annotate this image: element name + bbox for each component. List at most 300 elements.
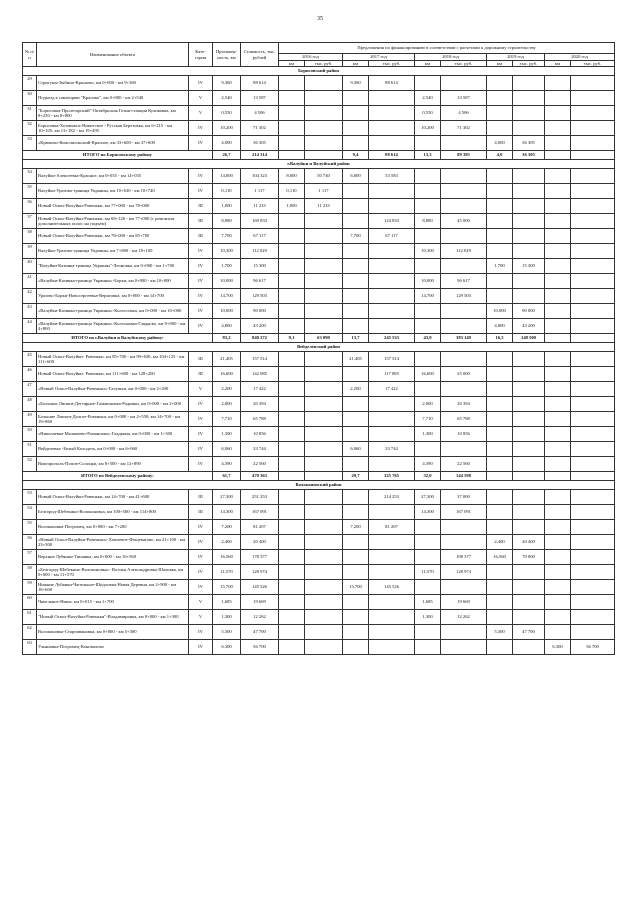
- total-length: 83,2: [213, 334, 241, 343]
- total-row: [23, 151, 615, 160]
- year-km: [279, 610, 305, 625]
- year-rub: [369, 91, 415, 106]
- year-km: [487, 352, 513, 367]
- year-rub: [513, 367, 545, 382]
- cost: 20 394: [241, 397, 279, 412]
- year-km: [415, 535, 441, 550]
- year-rub: [305, 595, 343, 610]
- object-name: Викторополь-Попов-Солоцки, км 8+500 - км 12+890: [37, 457, 189, 472]
- year-km: [487, 106, 513, 121]
- year-km: [545, 412, 571, 427]
- year-km: [487, 229, 513, 244]
- year-km: [487, 490, 513, 505]
- cost: 13 587: [241, 91, 279, 106]
- year-rub: 145 526: [369, 580, 415, 595]
- year-km: [343, 136, 369, 151]
- length: 2,400: [213, 535, 241, 550]
- year-rub: [513, 490, 545, 505]
- year-km: [279, 490, 305, 505]
- year-rub: [369, 259, 415, 274]
- year-rub: 129 503: [441, 289, 487, 304]
- year-km: [545, 274, 571, 289]
- year-km: [415, 352, 441, 367]
- year-rub: [571, 382, 615, 397]
- year-km: [415, 550, 441, 565]
- year-rub: [513, 520, 545, 535]
- unit-km: км: [279, 60, 305, 67]
- object-name: Новый Оскол-Валуйки-Ровеньки, км 68+120 - км 77+000 (с ремонтом дополнительных полос на подъём): [37, 214, 189, 229]
- year-rub: [305, 505, 343, 520]
- year-rub: [513, 595, 545, 610]
- year-km: 1,700: [487, 259, 513, 274]
- object-name: Подъезд к санаторию "Красиво", км 0+000 - км 2+540: [37, 91, 189, 106]
- year-km: [279, 289, 305, 304]
- year-km: [343, 610, 369, 625]
- year-rub: 20 400: [513, 535, 545, 550]
- year-rub: [441, 229, 487, 244]
- total-rub: 144 598: [441, 472, 487, 481]
- year-km: [545, 550, 571, 565]
- year-rub: [571, 121, 615, 136]
- year-header: 2019 год: [487, 54, 545, 61]
- year-rub: 50 740: [305, 169, 343, 184]
- table-row: [23, 640, 615, 655]
- year-rub: [441, 580, 487, 595]
- year-rub: [571, 580, 615, 595]
- year-km: [279, 214, 305, 229]
- year-km: [343, 121, 369, 136]
- year-rub: [571, 520, 615, 535]
- year-rub: [571, 91, 615, 106]
- year-km: 16,560: [487, 550, 513, 565]
- col-length: Протяжен-ность, км: [213, 43, 241, 67]
- cost: 19 669: [241, 595, 279, 610]
- year-km: [487, 595, 513, 610]
- section-title-row: [23, 343, 615, 352]
- year-km: [279, 382, 305, 397]
- unit-rub: тыс. руб.: [441, 60, 487, 67]
- table-row: [23, 595, 615, 610]
- year-rub: 10 856: [441, 427, 487, 442]
- year-km: 2,400: [487, 535, 513, 550]
- unit-km: км: [487, 60, 513, 67]
- year-rub: [369, 319, 415, 334]
- year-km: 7,200: [343, 520, 369, 535]
- row-number: 59: [23, 580, 37, 595]
- year-km: 8,000: [279, 169, 305, 184]
- length: 0,110: [213, 184, 241, 199]
- year-rub: [513, 106, 545, 121]
- year-km: [487, 91, 513, 106]
- year-rub: 13 587: [441, 91, 487, 106]
- year-km: 6,000: [343, 169, 369, 184]
- year-km: [343, 199, 369, 214]
- year-km: [487, 520, 513, 535]
- year-rub: [571, 229, 615, 244]
- object-name: «Белгород-Шебекино-Волоконовка»- Волчья Александровка-Шаховка, км 0+000 - км 11+570: [37, 565, 189, 580]
- object-name: «Валуйки-Казинка-граница Украины»-Колоссовка, км 0+000 - км 10+000: [37, 304, 189, 319]
- year-km: [545, 520, 571, 535]
- table-row: [23, 535, 615, 550]
- row-number: 31: [23, 106, 37, 121]
- cost: 167 091: [241, 505, 279, 520]
- object-name: Валуйки-Уразово-граница Украины, км 10+630 - км 10+740: [37, 184, 189, 199]
- row-number: 57: [23, 550, 37, 565]
- road-construction-table: [22, 42, 615, 655]
- row-number: 47: [23, 382, 37, 397]
- year-km: 7,710: [415, 412, 441, 427]
- year-km: 2,000: [415, 397, 441, 412]
- year-rub: [305, 367, 343, 382]
- year-rub: [441, 319, 487, 334]
- table-row: [23, 274, 615, 289]
- category: IV: [189, 442, 213, 457]
- year-rub: 45 000: [441, 214, 487, 229]
- total-rub: [571, 472, 615, 481]
- year-rub: [571, 535, 615, 550]
- year-km: [343, 412, 369, 427]
- year-rub: [369, 457, 415, 472]
- year-km: [545, 397, 571, 412]
- category: III: [189, 352, 213, 367]
- year-km: 4,390: [415, 457, 441, 472]
- category: III: [189, 214, 213, 229]
- total-km: [279, 472, 305, 481]
- year-rub: [369, 535, 415, 550]
- category: IV: [189, 304, 213, 319]
- year-rub: 33 744: [369, 442, 415, 457]
- total-rub: 325 765: [369, 472, 415, 481]
- year-km: [487, 169, 513, 184]
- year-rub: [305, 106, 343, 121]
- year-rub: 22 560: [441, 457, 487, 472]
- year-rub: [305, 550, 343, 565]
- year-rub: 71 302: [441, 121, 487, 136]
- length: 5,300: [213, 625, 241, 640]
- total-km: 32,0: [415, 472, 441, 481]
- cost: 104 323: [241, 169, 279, 184]
- year-rub: 19 669: [441, 595, 487, 610]
- year-rub: [305, 625, 343, 640]
- year-header: 2020 год: [545, 54, 615, 61]
- row-number: 34: [23, 169, 37, 184]
- year-km: [279, 244, 305, 259]
- year-rub: 12 262: [441, 610, 487, 625]
- length: 1,000: [213, 199, 241, 214]
- section-title: Волоконовский район: [23, 481, 615, 490]
- total-km: 9,1: [279, 334, 305, 343]
- row-number: 45: [23, 352, 37, 367]
- year-rub: 108 377: [441, 550, 487, 565]
- length: 6,060: [213, 442, 241, 457]
- year-km: 15,700: [343, 580, 369, 595]
- cost: 90 000: [241, 304, 279, 319]
- cost: 65 788: [241, 412, 279, 427]
- year-rub: [305, 136, 343, 151]
- year-rub: [305, 319, 343, 334]
- section-title: Вейделевский район: [23, 343, 615, 352]
- year-km: [343, 505, 369, 520]
- cost: 96 617: [241, 274, 279, 289]
- row-number: 44: [23, 319, 37, 334]
- year-rub: [513, 289, 545, 304]
- category: V: [189, 91, 213, 106]
- table-row: [23, 91, 615, 106]
- object-name: Валуйки-Уразово-граница Украины, км 7+800 - км 18+100: [37, 244, 189, 259]
- year-rub: [513, 442, 545, 457]
- year-rub: 81 207: [369, 520, 415, 535]
- year-rub: [441, 169, 487, 184]
- cost: 169 833: [241, 214, 279, 229]
- year-km: [545, 625, 571, 640]
- year-rub: [369, 304, 415, 319]
- year-rub: [513, 412, 545, 427]
- year-rub: [513, 229, 545, 244]
- year-rub: [513, 214, 545, 229]
- object-name: Новый Оскол-Валуйки-Ровеньки, км 78+000 - км 85+700: [37, 229, 189, 244]
- year-km: 0,110: [279, 184, 305, 199]
- category: IV: [189, 640, 213, 655]
- length: 2,540: [213, 91, 241, 106]
- row-number: 38: [23, 229, 37, 244]
- total-cost: 840 272: [241, 334, 279, 343]
- col-no: № п/п: [23, 43, 37, 67]
- year-km: [487, 565, 513, 580]
- year-km: 10,000: [487, 304, 513, 319]
- year-km: [545, 229, 571, 244]
- total-length: 26,7: [213, 151, 241, 160]
- year-km: [343, 367, 369, 382]
- year-rub: [441, 535, 487, 550]
- cost: 1 117: [241, 184, 279, 199]
- year-rub: [513, 352, 545, 367]
- table-row: [23, 412, 615, 427]
- table-row: [23, 184, 615, 199]
- year-km: [343, 304, 369, 319]
- year-km: [487, 289, 513, 304]
- year-km: [545, 352, 571, 367]
- year-km: [279, 136, 305, 151]
- year-km: [415, 640, 441, 655]
- year-km: [415, 319, 441, 334]
- year-km: [343, 289, 369, 304]
- category: IV: [189, 412, 213, 427]
- year-km: [545, 184, 571, 199]
- category: IV: [189, 244, 213, 259]
- year-km: [415, 136, 441, 151]
- row-number: 42: [23, 289, 37, 304]
- year-rub: [305, 520, 343, 535]
- unit-rub: тыс. руб.: [513, 60, 545, 67]
- year-km: [545, 121, 571, 136]
- year-rub: [441, 625, 487, 640]
- year-rub: [305, 352, 343, 367]
- year-km: [487, 505, 513, 520]
- year-km: [415, 259, 441, 274]
- year-km: [415, 580, 441, 595]
- total-km: 4,0: [487, 151, 513, 160]
- category: IV: [189, 136, 213, 151]
- year-km: [545, 382, 571, 397]
- cost: 157 514: [241, 352, 279, 367]
- length: 7,700: [213, 229, 241, 244]
- year-km: 1,300: [415, 427, 441, 442]
- year-rub: [369, 184, 415, 199]
- cost: 15 300: [241, 259, 279, 274]
- year-km: [415, 520, 441, 535]
- object-name: "Борисовка-Пролетарский"-Октябрьская Готня-станция Куликовка, км 8+250 - км 8+800: [37, 106, 189, 121]
- year-rub: [369, 289, 415, 304]
- object-name: "Новый Оскол-Валуйки-Ровеньки"-Владимировка, км 0+000 - км 1+300: [37, 610, 189, 625]
- year-rub: [305, 382, 343, 397]
- year-rub: [571, 106, 615, 121]
- year-rub: [571, 136, 615, 151]
- year-km: [545, 580, 571, 595]
- year-rub: 47 700: [513, 625, 545, 640]
- table-row: [23, 352, 615, 367]
- year-rub: 25 000: [441, 367, 487, 382]
- cost: 20 400: [241, 535, 279, 550]
- year-km: [415, 169, 441, 184]
- year-rub: 17 422: [369, 382, 415, 397]
- year-km: [545, 289, 571, 304]
- length: 10,200: [213, 121, 241, 136]
- year-rub: [571, 319, 615, 334]
- object-name: «Новый Оскол-Валуйки-Ровеньки»-Галушки, км 0+000 - км 2+200: [37, 382, 189, 397]
- row-number: 33: [23, 136, 37, 151]
- cost: 11 233: [241, 199, 279, 214]
- category: III: [189, 505, 213, 520]
- table-row: [23, 442, 615, 457]
- year-rub: [305, 610, 343, 625]
- year-rub: [441, 184, 487, 199]
- year-km: [279, 274, 305, 289]
- total-rub: 88 614: [369, 151, 415, 160]
- total-rub: 89 395: [441, 151, 487, 160]
- unit-km: км: [343, 60, 369, 67]
- year-km: 10,000: [415, 274, 441, 289]
- year-km: [415, 229, 441, 244]
- row-number: 35: [23, 184, 37, 199]
- year-km: 21,405: [343, 352, 369, 367]
- object-name: "Валуйки-Казинка-граница Украины"-Леоновка, км 0+000 - км 1+700: [37, 259, 189, 274]
- year-km: [279, 397, 305, 412]
- year-km: [545, 169, 571, 184]
- year-km: [415, 304, 441, 319]
- year-rub: 20 394: [441, 397, 487, 412]
- year-rub: [571, 274, 615, 289]
- year-km: [279, 319, 305, 334]
- unit-km: км: [545, 60, 571, 67]
- year-rub: [369, 565, 415, 580]
- total-rub: [571, 151, 615, 160]
- unit-rub: тыс. руб.: [369, 60, 415, 67]
- year-km: [545, 304, 571, 319]
- section-title: г.Валуйки и Валуйский район: [23, 160, 615, 169]
- year-rub: 112 029: [441, 244, 487, 259]
- year-km: 4,000: [487, 136, 513, 151]
- year-rub: [513, 565, 545, 580]
- total-rub: 245 533: [369, 334, 415, 343]
- year-km: 14,300: [415, 505, 441, 520]
- object-name: «Николаевка-Малакеево-Романовка»-Гладкина, км 0+000 - км 1+300: [37, 427, 189, 442]
- category: IV: [189, 289, 213, 304]
- table-row: [23, 136, 615, 151]
- year-km: [415, 382, 441, 397]
- year-km: [343, 565, 369, 580]
- section-title: Борисовский район: [23, 67, 615, 76]
- year-rub: [305, 229, 343, 244]
- year-km: 10,200: [415, 121, 441, 136]
- year-km: [279, 520, 305, 535]
- year-rub: [305, 442, 343, 457]
- length: 4,800: [213, 319, 241, 334]
- object-name: Ульяновка-Погромец-Коновалово: [37, 640, 189, 655]
- cost: 33 744: [241, 442, 279, 457]
- row-number: 60: [23, 595, 37, 610]
- table-row: [23, 625, 615, 640]
- year-km: [545, 442, 571, 457]
- year-rub: [369, 595, 415, 610]
- table-row: [23, 289, 615, 304]
- year-km: [415, 442, 441, 457]
- year-rub: 70 000: [513, 550, 545, 565]
- object-name: Белгород-Шебекино-Волоконовка, км 100+500 - км 114+800: [37, 505, 189, 520]
- year-km: 6,060: [343, 442, 369, 457]
- category: IV: [189, 580, 213, 595]
- category: III: [189, 229, 213, 244]
- year-rub: [305, 274, 343, 289]
- year-rub: [305, 121, 343, 136]
- year-rub: 124 833: [369, 214, 415, 229]
- year-km: [279, 106, 305, 121]
- year-rub: [513, 121, 545, 136]
- year-rub: [305, 91, 343, 106]
- year-rub: [513, 580, 545, 595]
- year-rub: 15 300: [513, 259, 545, 274]
- year-rub: [571, 214, 615, 229]
- year-km: [343, 535, 369, 550]
- year-rub: [369, 550, 415, 565]
- object-name: «Валуйки-Казинка-граница Украины»-Колосковка-Глядково, км 0+000 - км 4+800: [37, 319, 189, 334]
- table-row: [23, 76, 615, 91]
- cost: 112 029: [241, 244, 279, 259]
- length: 14,700: [213, 289, 241, 304]
- year-km: [279, 304, 305, 319]
- total-rub: [305, 472, 343, 481]
- table-row: [23, 382, 615, 397]
- table-row: [23, 427, 615, 442]
- total-km: 13,7: [343, 334, 369, 343]
- year-rub: [305, 304, 343, 319]
- year-rub: [513, 91, 545, 106]
- row-number: 46: [23, 367, 37, 382]
- col-plan: Предложения по финансированию в соответствии с расчетами к дорожному строительству: [279, 43, 615, 54]
- year-km: [487, 427, 513, 442]
- category: IV: [189, 565, 213, 580]
- unit-km: км: [415, 60, 441, 67]
- table-row: [23, 610, 615, 625]
- length: 1,300: [213, 427, 241, 442]
- year-km: [487, 274, 513, 289]
- category: V: [189, 610, 213, 625]
- year-km: [545, 490, 571, 505]
- length: 7,710: [213, 412, 241, 427]
- year-km: 6,300: [545, 640, 571, 655]
- year-rub: [571, 550, 615, 565]
- cost: 67 117: [241, 229, 279, 244]
- year-km: [343, 457, 369, 472]
